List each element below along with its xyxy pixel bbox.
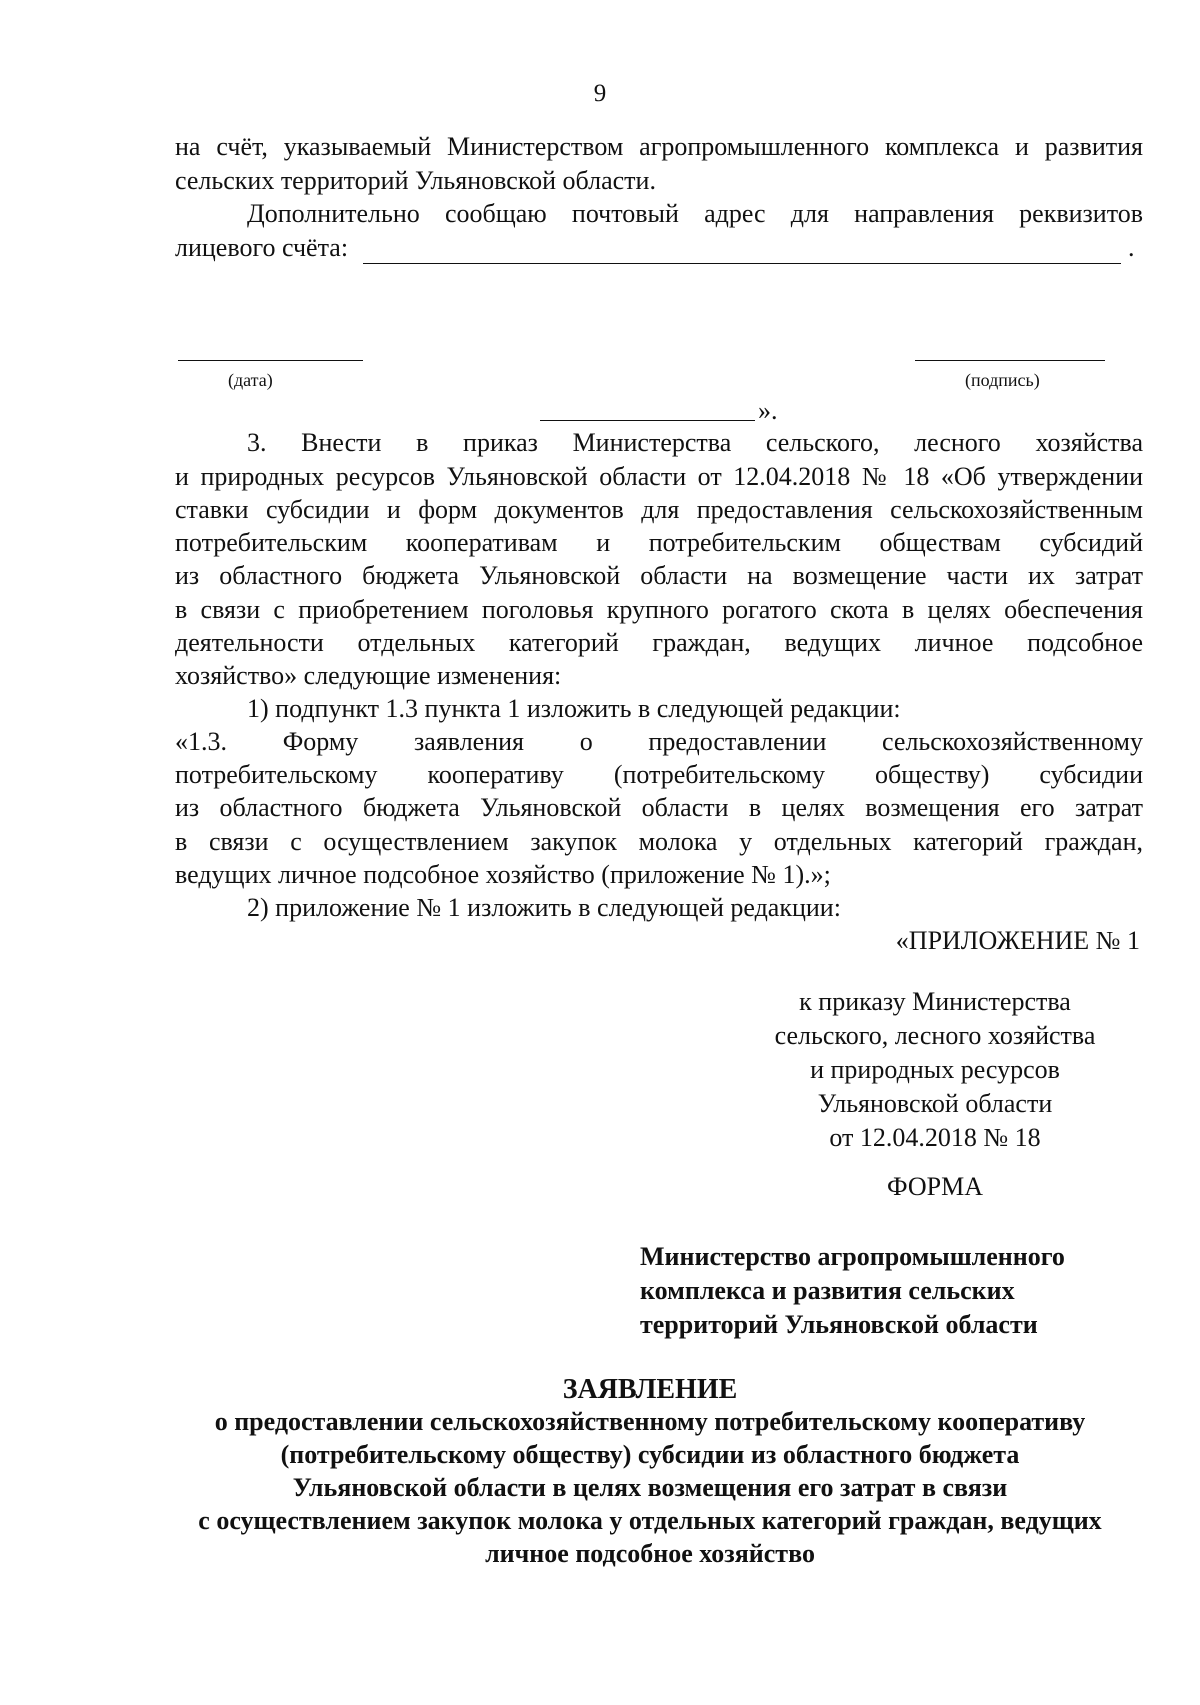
sub1-lead: 1) подпункт 1.3 пункта 1 изложить в следующей редакции: <box>247 694 901 723</box>
item3-line: деятельности отдельных категорий граждан, ведущих личное подсобное <box>175 628 1143 657</box>
item3-line: ставки субсидии и форм документов для предоставления сельскохозяйственным <box>175 495 1143 524</box>
appendix-line: от 12.04.2018 № 18 <box>829 1123 1041 1152</box>
form-label: ФОРМА <box>887 1172 983 1201</box>
account-label: лицевого счёта: <box>175 233 349 262</box>
statement-title: ЗАЯВЛЕНИЕ <box>562 1374 738 1405</box>
sub1-line: из областного бюджета Ульяновской области в целях возмещения его затрат <box>175 793 1143 822</box>
item3-line: в связи с приобретением поголовья крупного рогатого скота в целях обеспечения <box>175 595 1143 624</box>
intro-line-1: на счёт, указываемый Министерством агропромышленного комплекса и развития <box>175 132 1143 161</box>
extra-line-2 <box>175 231 1143 265</box>
statement-line: личное подсобное хозяйство <box>485 1539 815 1568</box>
addressee-line: Министерство агропромышленного <box>640 1242 1065 1271</box>
statement-line: о предоставлении сельскохозяйственному потребительскому кооперативу <box>214 1407 1086 1436</box>
statement-line: (потребительскому обществу) субсидии из областного бюджета <box>280 1440 1020 1469</box>
item3-line: из областного бюджета Ульяновской области на возмещение части их затрат <box>175 561 1143 590</box>
item3-line: хозяйство» следующие изменения: <box>175 661 562 690</box>
item3-line: потребительским кооперативам и потребительским обществам субсидий <box>175 528 1143 557</box>
signature-label: (подпись) <box>965 370 1040 390</box>
sub1-line: ведущих личное подсобное хозяйство (приложение № 1).»; <box>175 860 831 889</box>
sub1-line: потребительскому кооперативу (потребительскому обществу) субсидии <box>175 760 1143 789</box>
addressee-line: комплекса и развития сельских <box>640 1276 1015 1305</box>
addressee-line: территорий Ульяновской области <box>640 1310 1038 1339</box>
signature-line <box>915 360 1105 361</box>
intro-line-2: сельских территорий Ульяновской области. <box>175 166 656 195</box>
item3-line: 3. Внести в приказ Министерства сельского, лесного хозяйства <box>247 428 1143 457</box>
appendix-line: Ульяновской области <box>817 1089 1053 1118</box>
extra-line-1: Дополнительно сообщаю почтовый адрес для направления реквизитов <box>247 199 1143 228</box>
appendix-title: «ПРИЛОЖЕНИЕ № 1 <box>895 926 1140 955</box>
sub1-line: «1.3. Форму заявления о предоставлении сельскохозяйственному <box>175 727 1143 756</box>
closing-mark: ». <box>758 396 778 425</box>
address-end-dot: . <box>1128 233 1135 262</box>
address-blank-line <box>363 263 1121 264</box>
page-number: 9 <box>593 80 607 107</box>
appendix-line: и природных ресурсов <box>810 1055 1060 1084</box>
sub2-lead: 2) приложение № 1 изложить в следующей редакции: <box>247 893 841 922</box>
date-label: (дата) <box>228 370 273 390</box>
statement-line: Ульяновской области в целях возмещения его затрат в связи <box>292 1473 1008 1502</box>
date-line <box>178 360 363 361</box>
appendix-line: сельского, лесного хозяйства <box>774 1021 1096 1050</box>
item3-line: и природных ресурсов Ульяновской области от 12.04.2018 № 18 «Об утверждении <box>175 462 1143 491</box>
statement-line: с осуществлением закупок молока у отдельных категорий граждан, ведущих <box>198 1506 1102 1535</box>
closing-line <box>540 420 755 421</box>
sub1-line: в связи с осуществлением закупок молока у отдельных категорий граждан, <box>175 827 1143 856</box>
appendix-line: к приказу Министерства <box>799 987 1071 1016</box>
